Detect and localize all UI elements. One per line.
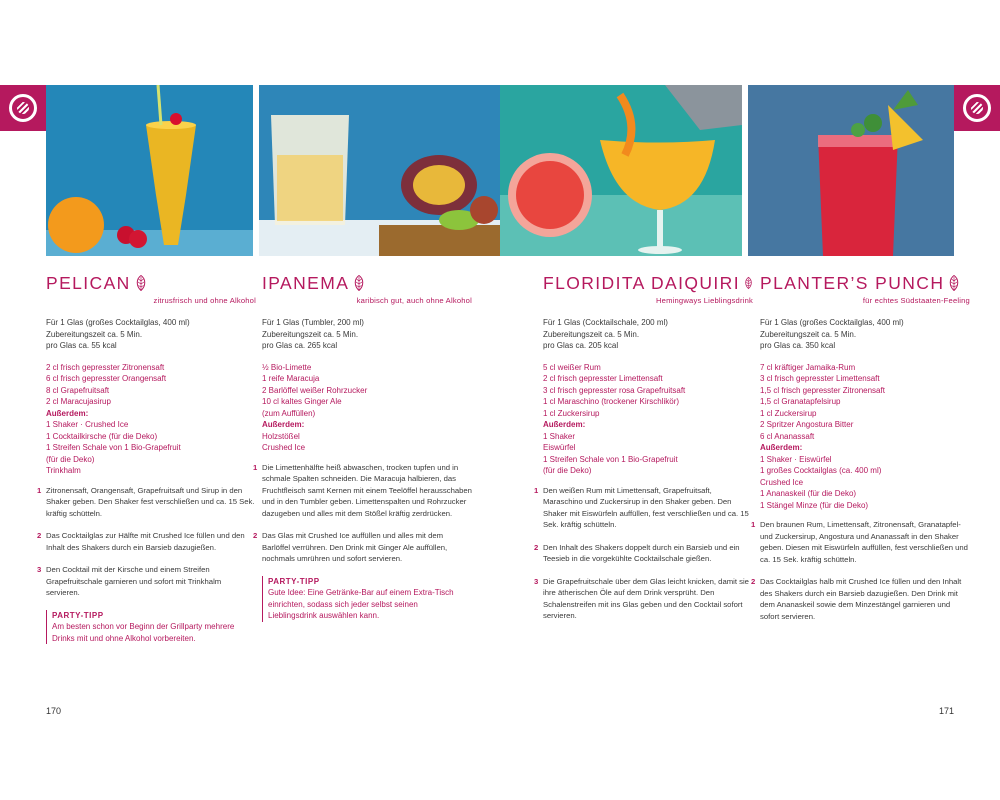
step-text: Den Inhalt des Shakers doppelt durch ein Barsieb und ein Teesieb in die vorgekühlte Cocktailschale gießen. bbox=[543, 542, 740, 563]
page-number-right: 171 bbox=[939, 706, 955, 716]
step-text: Zitronensaft, Orangensaft, Grapefruitsaft und Sirup in den Shaker geben. Den Shaker fest verschließen und ca. 15 Sek. kräftig schütteln. bbox=[46, 485, 255, 518]
ingredient-item: 1 reife Maracuja bbox=[262, 374, 320, 383]
ingredient-item: 3 cl frisch gepresster Limettensaft bbox=[760, 374, 880, 383]
meta-glass: Für 1 Glas (Tumbler, 200 ml) bbox=[262, 318, 364, 327]
ingredient-item: 1 großes Cocktailglas (ca. 400 ml) bbox=[760, 466, 882, 475]
step-item bbox=[751, 576, 970, 622]
party-tip bbox=[262, 576, 458, 622]
step-list bbox=[253, 462, 472, 565]
step-number: 2 bbox=[37, 531, 42, 540]
ingredient-list bbox=[262, 362, 472, 454]
photo-floridita-daiquiri bbox=[500, 85, 742, 256]
step-item bbox=[534, 576, 756, 622]
recipe-meta bbox=[262, 317, 472, 352]
ingredient-item: 1,5 cl frisch gepresster Zitronensaft bbox=[760, 385, 885, 395]
meta-time: Zubereitungszeit ca. 5 Min. bbox=[262, 329, 359, 339]
recipe-subtitle: karibisch gut, auch ohne Alkohol bbox=[356, 296, 472, 305]
ingredient-item: (zum Auffüllen) bbox=[262, 408, 316, 418]
recipe-subtitle: Hemingways Lieblingsdrink bbox=[655, 296, 753, 305]
step-text: Die Limettenhälfte heiß abwaschen, trocken tupfen und in schmale Spalten schneiden. Die Maracuja halbieren, das Fruchtfleisch samt Kernen mit einem Teelöffel herausschaben und in den Tumbler geben. Limettenspalten und Rohrzucker dazugeben und alles mit dem Stößel kräftig zerdrücken. bbox=[262, 462, 472, 518]
meta-kcal: pro Glas ca. 55 kcal bbox=[46, 341, 117, 350]
recipe-title bbox=[262, 272, 472, 294]
ingredient-item: ½ Bio-Limette bbox=[262, 362, 312, 372]
ingredient-item: 1 Shaker · Crushed Ice bbox=[46, 420, 129, 429]
ingredient-item: (für die Deko) bbox=[46, 454, 95, 464]
recipe-title bbox=[46, 272, 256, 294]
step-number: 1 bbox=[751, 520, 756, 529]
ingredient-item: 8 cl Grapefruitsaft bbox=[46, 385, 110, 395]
tip-heading: PARTY-TIPP bbox=[268, 576, 320, 586]
ingredient-heading: Außerdem: bbox=[760, 443, 803, 452]
ingredient-item: Crushed Ice bbox=[760, 477, 804, 487]
step-item bbox=[37, 564, 256, 599]
ingredient-item: 1 cl Zuckersirup bbox=[760, 408, 817, 418]
meta-glass: Für 1 Glas (Cocktailschale, 200 ml) bbox=[543, 318, 668, 327]
step-number: 3 bbox=[534, 576, 539, 586]
recipe-title-text: IPANEMA bbox=[262, 273, 350, 293]
tip-text: Am besten schon vor Beginn der Grillparty mehrere Drinks mit und ohne Alkohol vorbereiten. bbox=[52, 622, 235, 643]
ingredient-item: 1 Cocktailkirsche (für die Deko) bbox=[46, 431, 158, 441]
step-list bbox=[534, 485, 756, 622]
ingredient-item: Holzstößel bbox=[262, 431, 300, 441]
meta-kcal: pro Glas ca. 265 kcal bbox=[262, 341, 338, 350]
recipe-title-text: FLORIDITA DAIQUIRI bbox=[543, 273, 740, 293]
step-item bbox=[534, 542, 753, 565]
leaf-icon bbox=[135, 275, 147, 291]
step-text: Den weißen Rum mit Limettensaft, Grapefruitsaft, Maraschino und Zuckersirup in den Shaker geben. Den Shaker mit Eiswürfeln auffüllen, fest verschließen und ca. 15 Sek. kräftig schütteln. bbox=[543, 485, 749, 529]
ingredient-item: 7 cl kräftiger Jamaika-Rum bbox=[760, 362, 856, 372]
step-number: 1 bbox=[534, 485, 539, 495]
meta-kcal: pro Glas ca. 205 kcal bbox=[543, 341, 619, 350]
ingredient-item: 3 cl frisch gepresster rosa Grapefruitsaft bbox=[543, 385, 686, 395]
ingredient-item: Crushed Ice bbox=[262, 443, 306, 452]
meta-glass: Für 1 Glas (großes Cocktailglas, 400 ml) bbox=[760, 318, 904, 327]
recipe-meta bbox=[760, 317, 970, 352]
step-item bbox=[37, 485, 256, 520]
step-text: Den braunen Rum, Limettensaft, Zitronensaft, Granatapfel- und Zuckersirup, Angostura und Ananassaft in den Shaker geben. Diesen mit Eiswürfeln auffüllen, fest verschließen und ca. 15 Sek. kräftig schütteln. bbox=[760, 520, 968, 564]
ingredient-item: 2 Spritzer Angostura Bitter bbox=[760, 420, 854, 429]
ingredient-item: 10 cl kaltes Ginger Ale bbox=[262, 397, 342, 406]
recipe-planters-punch bbox=[751, 272, 970, 633]
meta-glass: Für 1 Glas (großes Cocktailglas, 400 ml) bbox=[46, 318, 190, 327]
ingredient-heading: Außerdem: bbox=[543, 420, 586, 429]
step-item bbox=[253, 530, 472, 565]
ingredient-item: 1,5 cl Granatapfelsirup bbox=[760, 397, 841, 406]
ingredient-item: 2 cl frisch gepresster Zitronensaft bbox=[46, 362, 165, 372]
step-text: Das Cocktailglas halb mit Crushed Ice füllen und den Inhalt des Shakers durch ein Barsieb dazugießen. Den Drink mit dem Ananaskeil sowie dem Minzestängel garnieren und sofort servieren. bbox=[760, 577, 962, 621]
recipe-subtitle: für echtes Südstaaten-Feeling bbox=[862, 296, 970, 305]
ingredient-item: Trinkhalm bbox=[46, 466, 81, 475]
recipe-pelican bbox=[37, 272, 256, 644]
step-number: 1 bbox=[37, 485, 42, 495]
recipe-meta bbox=[543, 317, 753, 352]
recipe-meta bbox=[46, 317, 256, 352]
meta-kcal: pro Glas ca. 350 kcal bbox=[760, 341, 836, 350]
ingredient-item: 2 cl Maracujasirup bbox=[46, 397, 111, 406]
cocktail-glass-icon bbox=[0, 85, 46, 131]
recipe-title-text: PELICAN bbox=[46, 273, 131, 293]
ingredient-item: 1 Streifen Schale von 1 Bio-Grapefruit bbox=[543, 454, 678, 464]
leaf-icon bbox=[353, 275, 365, 291]
ingredient-item: 6 cl frisch gepresster Orangensaft bbox=[46, 374, 167, 383]
step-item bbox=[534, 485, 756, 531]
tip-heading: PARTY-TIPP bbox=[52, 610, 104, 620]
ingredient-list bbox=[760, 362, 970, 512]
step-text: Das Glas mit Crushed Ice auffüllen und alles mit dem Barlöffel verrühren. Den Drink mit Ginger Ale auffüllen, nochmals umrühren und sofort servieren. bbox=[262, 531, 448, 563]
ingredient-item: 1 Shaker bbox=[543, 431, 576, 441]
step-number: 3 bbox=[37, 565, 42, 574]
ingredient-item: 5 cl weißer Rum bbox=[543, 362, 601, 372]
leaf-icon bbox=[948, 275, 960, 291]
recipe-floridita-daiquiri bbox=[534, 272, 756, 633]
step-text: Den Cocktail mit der Kirsche und einem Streifen Grapefruitschale garnieren und sofort mit Trinkhalm servieren. bbox=[46, 565, 222, 597]
ingredient-item: 1 Shaker · Eiswürfel bbox=[760, 454, 832, 464]
step-item bbox=[751, 519, 970, 565]
ingredient-list bbox=[46, 362, 256, 477]
ingredient-heading: Außerdem: bbox=[262, 420, 305, 429]
recipe-subtitle: zitrusfrisch und ohne Alkohol bbox=[153, 296, 256, 305]
recipe-ipanema bbox=[253, 272, 472, 622]
cocktail-glass-icon bbox=[954, 85, 1000, 131]
ingredient-heading: Außerdem: bbox=[46, 408, 89, 418]
ingredient-item: 6 cl Ananassaft bbox=[760, 431, 815, 441]
ingredient-item: 1 Streifen Schale von 1 Bio-Grapefruit bbox=[46, 443, 181, 452]
photo-ipanema bbox=[259, 85, 500, 256]
ingredient-list bbox=[543, 362, 753, 477]
step-text: Das Cocktailglas zur Hälfte mit Crushed Ice füllen und den Inhalt des Shakers durch ein Barsieb dazugießen. bbox=[46, 531, 245, 552]
ingredient-item: 1 cl Zuckersirup bbox=[543, 408, 600, 418]
ingredient-item: 2 Barlöffel weißer Rohrzucker bbox=[262, 385, 368, 395]
step-number: 2 bbox=[253, 531, 258, 540]
ingredient-item: Eiswürfel bbox=[543, 443, 576, 452]
step-list bbox=[37, 485, 256, 599]
step-number: 1 bbox=[253, 462, 258, 472]
photo-pelican bbox=[46, 85, 253, 256]
ingredient-item: 1 cl Maraschino (trockener Kirschlikör) bbox=[543, 397, 680, 406]
recipe-title-text: PLANTER’S PUNCH bbox=[760, 273, 945, 293]
leaf-icon bbox=[744, 275, 753, 291]
step-number: 2 bbox=[751, 577, 756, 586]
page-number-left: 170 bbox=[46, 706, 62, 716]
meta-time: Zubereitungszeit ca. 5 Min. bbox=[46, 329, 143, 339]
step-item bbox=[253, 462, 472, 520]
ingredient-item: 2 cl frisch gepresster Limettensaft bbox=[543, 374, 663, 383]
ingredient-item: 1 Stängel Minze (für die Deko) bbox=[760, 500, 869, 510]
meta-time: Zubereitungszeit ca. 5 Min. bbox=[543, 329, 640, 339]
ingredient-item: (für die Deko) bbox=[543, 466, 592, 475]
step-number: 2 bbox=[534, 542, 539, 552]
photo-planters-punch bbox=[748, 85, 954, 256]
step-item bbox=[37, 530, 256, 553]
step-text: Die Grapefruitschale über dem Glas leicht knicken, damit sie ihre ätherischen Öle auf dem Drink versprüht. Den Schalenstreifen mit ins Glas geben und den Cocktail sofort servieren. bbox=[543, 576, 749, 620]
recipe-title bbox=[760, 272, 970, 294]
tip-text: Gute Idee: Eine Getränke-Bar auf einem Extra-Tisch einrichten, sodass sich jeder selbst seinen Lieblingsdrink auswählen kann. bbox=[268, 588, 454, 620]
ingredient-item: 1 Ananaskeil (für die Deko) bbox=[760, 489, 857, 498]
party-tip bbox=[46, 610, 242, 645]
step-list bbox=[751, 519, 970, 622]
recipe-title bbox=[543, 272, 753, 294]
meta-time: Zubereitungszeit ca. 5 Min. bbox=[760, 329, 857, 339]
